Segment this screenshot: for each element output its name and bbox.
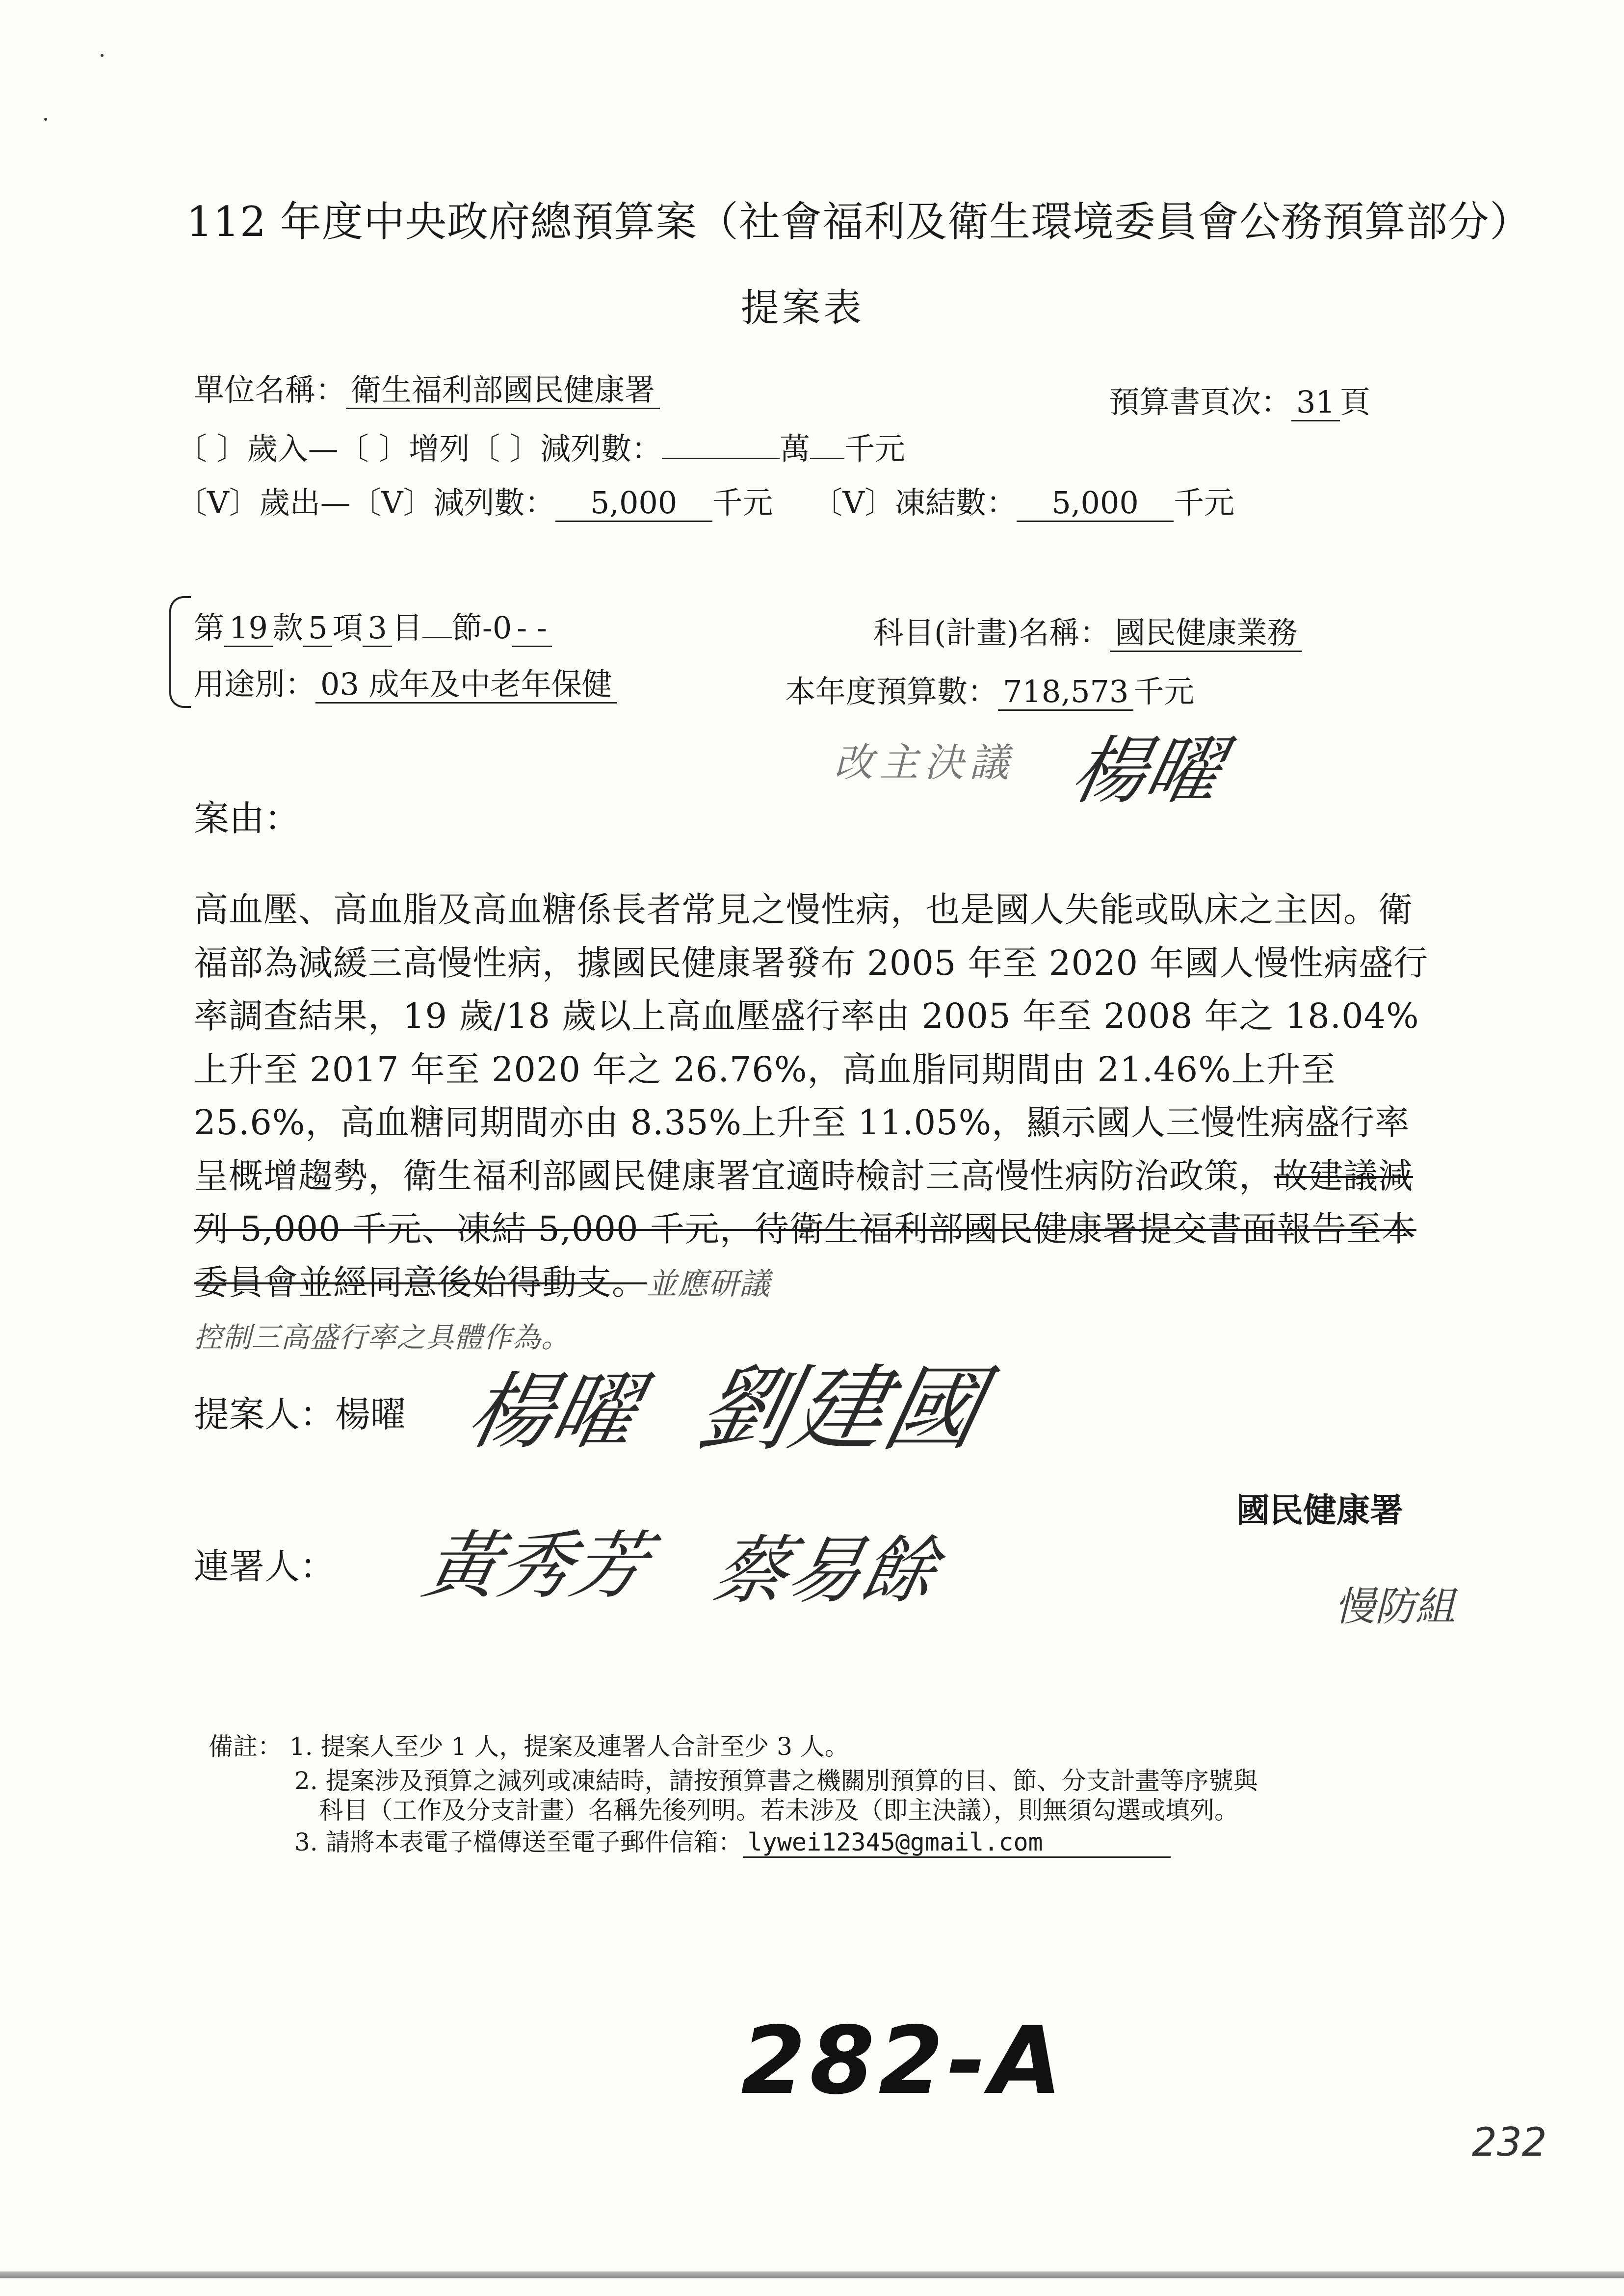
unit-name: 衛生福利部國民健康署 (346, 372, 660, 409)
note-2a: 2. 提案涉及預算之減列或凍結時，請按預算書之機關別預算的目、節、分支計畫等序號與 (294, 1767, 1258, 1795)
subject-label: 科目(計畫)名稱： (873, 615, 1110, 651)
page-ref-row (1109, 378, 1370, 421)
scan-edge (0, 2271, 1624, 2278)
mu-label: 目 (392, 610, 422, 646)
budget-unit: 千元 (1133, 674, 1195, 709)
expense-cut-amount: 5,000 (555, 485, 712, 522)
handwritten-insert-a: 並應研議 (647, 1265, 771, 1302)
stamp-division: 慢防組 (1335, 1584, 1455, 1630)
handwritten-case-number: 282-A (741, 2007, 1066, 2115)
kuan-label: 款 (272, 610, 303, 646)
page-ref-suffix: 頁 (1339, 384, 1370, 420)
handwritten-insert-b: 控制三高盛行率之具體作為。 (194, 1321, 571, 1354)
signature-huang: 黃秀芳 (416, 1523, 655, 1609)
case-label: 案由： (194, 798, 300, 839)
subject-name: 國民健康業務 (1110, 615, 1302, 652)
kuan-number: 19 (224, 610, 273, 647)
budget-label: 本年度預算數： (785, 674, 998, 709)
revenue-unit-qian: 千元 (844, 431, 906, 467)
note-2b: 科目（工作及分支計畫）名稱先後列明。若未涉及（即主決議），則無須勾選或填列。 (319, 1796, 1239, 1825)
usage-row (194, 660, 617, 704)
classification-row (194, 603, 552, 647)
signature-yang: 楊曜 (459, 1363, 647, 1461)
proposer-label: 提案人：楊曜 (194, 1394, 406, 1435)
scan-speck (101, 54, 104, 57)
signature-yang-top: 楊曜 (1064, 729, 1230, 814)
signature-liu: 劉建國 (688, 1355, 992, 1463)
page-title: 112 年度中央政府總預算案（社會福利及衛生環境委員會公務預算部分） (186, 198, 1532, 246)
mu-number: 3 (363, 610, 392, 647)
revenue-gap (810, 458, 844, 459)
budget-amount: 718,573 (998, 674, 1133, 711)
classification-tail: - - (512, 610, 552, 647)
expense-unit-1: 千元 (712, 485, 773, 521)
page-ref-label: 預算書頁次： (1109, 384, 1292, 420)
expense-checkboxes: 〔V〕歲出—〔V〕減列數： (177, 485, 555, 521)
jie-blank (422, 637, 452, 638)
handwritten-note-main-resolution: 改主決議 (834, 740, 1015, 785)
case-text: 高血壓、高血脂及高血糖係長者常見之慢性病，也是國人失能或臥床之主因。衛福部為減緩三高慢性病，據國民健康署發布 2005 年至 2020 年國人慢性病盛行率調查結果，19 歲/18 歲以上高血壓盛行率由 2005 年至 2008 年之 18.04%上升至 2017 年至 2020 年之 26.76%，高血脂同期間由 21.46%上升至 25.6%，高血糖同期間亦由 8.35%上升至 11.05%，顯示國人三慢性病盛行率呈概增趨勢，衛生福利部國民健康署宜適時檢討三高慢性病防治政策， (194, 889, 1429, 1196)
classification-bracket (169, 596, 191, 708)
note-1: 1. 提案人至少 1 人，提案及連署人合計至少 3 人。 (289, 1732, 849, 1761)
form-subtitle: 提案表 (741, 286, 865, 330)
revenue-amount-blank (662, 458, 780, 459)
revenue-row (177, 424, 905, 468)
freeze-label: 〔V〕凍結數： (812, 485, 1017, 521)
freeze-unit: 千元 (1174, 485, 1235, 521)
expense-row (177, 478, 1234, 522)
contact-email: lywei12345@gmail.com (743, 1828, 1171, 1858)
note-3-text: 3. 請將本表電子檔傳送至電子郵件信箱： (294, 1828, 743, 1856)
budget-row (785, 667, 1194, 711)
case-paragraph (194, 883, 1430, 1362)
revenue-checkboxes: 〔 〕歲入—〔 〕增列〔 〕減列數： (177, 431, 662, 467)
stamp-agency: 國民健康署 (1236, 1491, 1404, 1530)
page-ref-number: 31 (1291, 384, 1340, 421)
jie-label: 節-0 (451, 610, 512, 646)
notes-label: 備註： (209, 1732, 282, 1761)
xiang-label: 項 (332, 610, 363, 646)
scan-speck (44, 118, 47, 121)
case-struck-text: 故建議減列 5,000 千元、凍結 5,000 千元，待衛生福利部國民健康署提交書面報告至本委員會並經同意後始得動支。 (194, 1155, 1416, 1303)
freeze-amount: 5,000 (1017, 485, 1174, 522)
xiang-number: 5 (303, 610, 332, 647)
unit-row (194, 365, 660, 409)
di-label: 第 (194, 610, 225, 646)
usage-label: 用途別： (194, 666, 316, 702)
revenue-unit-wan: 萬 (780, 431, 811, 467)
cosigner-label: 連署人： (194, 1546, 336, 1587)
page-number: 232 (1472, 2119, 1547, 2165)
unit-label: 單位名稱： (194, 372, 346, 408)
signature-tsai: 蔡易餘 (706, 1528, 945, 1614)
subject-row (873, 608, 1302, 652)
usage-value: 03 成年及中老年保健 (315, 666, 617, 704)
note-3 (294, 1823, 1171, 1858)
